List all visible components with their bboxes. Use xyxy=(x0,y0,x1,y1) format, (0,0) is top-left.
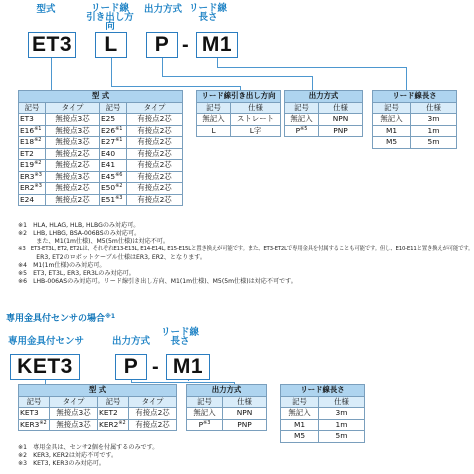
col-type: タイプ xyxy=(50,396,98,408)
bracket-model-table-header: 型 式 xyxy=(19,385,177,397)
lead-length-table xyxy=(372,90,457,149)
section-title-bracket-sensor: 専用金具付センサの場合$^{※1}$ xyxy=(6,313,116,324)
model-table-header: 型 式 xyxy=(19,91,183,103)
note-2: ※2 LHB, LHBG, BSA-006BSのみ対応可。 xyxy=(18,230,141,237)
connector-lead-length-a xyxy=(188,380,189,381)
code-output-box: P xyxy=(146,32,178,58)
code-dash: - xyxy=(152,356,159,378)
col-type: タイプ xyxy=(129,396,177,408)
bracket-model-table xyxy=(18,384,177,431)
connector-output-b xyxy=(312,76,313,91)
label-lead-length: リード線 長さ xyxy=(188,3,227,23)
note-3-cont: ER3, ET2のロボットケーブル仕様はER3, ER2、となります。 xyxy=(18,254,206,261)
table-row: ET3 無接点3芯 E25 有接点2芯 xyxy=(19,114,183,126)
col-spec: 仕様 xyxy=(231,102,281,114)
col-symbol: 記号 xyxy=(285,102,319,114)
table-row: ER3$^{※3}$ 無接点3芯 E45$^{※6}$ 有接点2芯 xyxy=(19,171,183,183)
table-row: 無記入 NPN xyxy=(285,114,363,126)
table-row: M5 5m xyxy=(281,431,365,443)
note-4: ※4 M1(1m仕様)のみ対応可。 xyxy=(18,262,106,269)
connector-lead-length-a xyxy=(217,58,406,68)
connector-output-a xyxy=(131,380,234,383)
bracket-note-2: ※2 KER3, KER2は対応不可です。 xyxy=(18,452,118,459)
code-lead-length-box: M1 xyxy=(166,354,210,380)
connector-model xyxy=(51,58,52,90)
label-output-type: 出力方式 xyxy=(143,4,182,15)
table-row: $P^{※5}$ PNP xyxy=(285,125,363,137)
table-row: M5 5m xyxy=(373,137,457,149)
table-row: 無記入 3m xyxy=(373,114,457,126)
table-row: $P^{※3}$ PNP xyxy=(187,419,267,431)
code-output-box: P xyxy=(115,354,147,380)
table-row: E18$^{※2}$ 無接点3芯 E27$^{※1}$ 有接点2芯 xyxy=(19,137,183,149)
label-model: 型式 xyxy=(36,4,56,15)
output-table xyxy=(284,90,363,137)
table-row: KET3 無接点3芯 KET2 有接点2芯 xyxy=(19,408,177,420)
code-lead-length-box: M1 xyxy=(196,32,238,58)
bracket-lead-length-table-header: リード線長さ xyxy=(281,385,365,397)
col-symbol: 記号 xyxy=(187,396,223,408)
lead-direction-table-header: リード線引き出し方向 xyxy=(197,91,281,103)
bracket-output-table-header: 出力方式 xyxy=(187,385,267,397)
lead-length-table-header: リード線長さ xyxy=(373,91,457,103)
table-row: E16$^{※1}$ 無接点3芯 E26$^{※1}$ 有接点2芯 xyxy=(19,125,183,137)
table-row: M1 1m xyxy=(373,125,457,137)
table-row: ET2 無接点2芯 E40 有接点2芯 xyxy=(19,148,183,160)
code-lead-direction-box: L xyxy=(95,32,127,58)
note-2-cont: また、M1(1m仕様)、M5(5m仕様)は対応不可。 xyxy=(18,238,169,245)
col-type: タイプ xyxy=(46,102,100,114)
label-bracket-sensor: 専用金具付センサ xyxy=(7,336,84,347)
col-symbol: 記号 xyxy=(98,396,129,408)
col-symbol: 記号 xyxy=(197,102,231,114)
table-row: E24 無接点2芯 E51$^{※3}$ 有接点2芯 xyxy=(19,194,183,206)
note-1: ※1 HLA, HLAG, HLB, HLBGのみ対応可。 xyxy=(18,222,140,229)
col-spec: 仕様 xyxy=(319,102,363,114)
label-output-type: 出力方式 xyxy=(111,336,150,347)
col-symbol: 記号 xyxy=(373,102,411,114)
col-symbol: 記号 xyxy=(100,102,127,114)
code-model-box: ET3 xyxy=(28,32,76,58)
note-3: ※3 ET3-ET3L, ET2, ET2Lは、それぞれE13-E13L, E14-E14L, E15-E15Lと置き換えが可能です。また、ET3-ET2Lで専用金具を付属することも可能です。但し、E10-E11と置き換えが可能です。 xyxy=(18,246,474,252)
label-lead-direction: リード線 引き出し方向 xyxy=(86,3,134,32)
lead-direction-table xyxy=(196,90,281,137)
table-row: L L字 xyxy=(197,125,281,137)
output-table-header: 出力方式 xyxy=(285,91,363,103)
col-type: タイプ xyxy=(127,102,183,114)
table-row: M1 1m xyxy=(281,419,365,431)
col-symbol: 記号 xyxy=(19,102,46,114)
col-spec: 仕様 xyxy=(319,396,365,408)
code-dash: - xyxy=(182,34,189,56)
col-symbol: 記号 xyxy=(19,396,50,408)
model-table xyxy=(18,90,183,206)
note-5: ※5 ET3, ET3L, ER3, ER3Lのみ対応可。 xyxy=(18,270,135,277)
table-row: 無記入 3m xyxy=(281,408,365,420)
bracket-lead-length-table xyxy=(280,384,365,443)
bracket-output-table xyxy=(186,384,267,431)
col-spec: 仕様 xyxy=(223,396,267,408)
table-row: 無記入 ストレート xyxy=(197,114,281,126)
table-row: ER2$^{※3}$ 無接点2芯 E50$^{※2}$ 有接点2芯 xyxy=(19,183,183,195)
table-row: E19$^{※2}$ 無接点2芯 E41 有接点2芯 xyxy=(19,160,183,172)
bracket-note-1: ※1 専用金具は、センサ2個を付属するのみです。 xyxy=(18,444,159,451)
connector-lead-length-b xyxy=(406,67,407,91)
col-spec: 仕様 xyxy=(411,102,457,114)
note-6: ※6 LHB-006ASのみ対応可。リード線引き出し方向、M1(1m仕様)、M5(5m仕様)は対応不可です。 xyxy=(18,278,297,285)
table-row: KER3$^{※2}$ 無接点3芯 KER2$^{※2}$ 有接点2芯 xyxy=(19,419,177,431)
col-symbol: 記号 xyxy=(281,396,319,408)
code-bracket-model-box: KET3 xyxy=(10,354,80,380)
bracket-note-3: ※3 KET3, KER3のみ対応可。 xyxy=(18,460,105,467)
label-lead-length: リード線 長さ xyxy=(160,327,199,347)
table-row: 無記入 NPN xyxy=(187,408,267,420)
